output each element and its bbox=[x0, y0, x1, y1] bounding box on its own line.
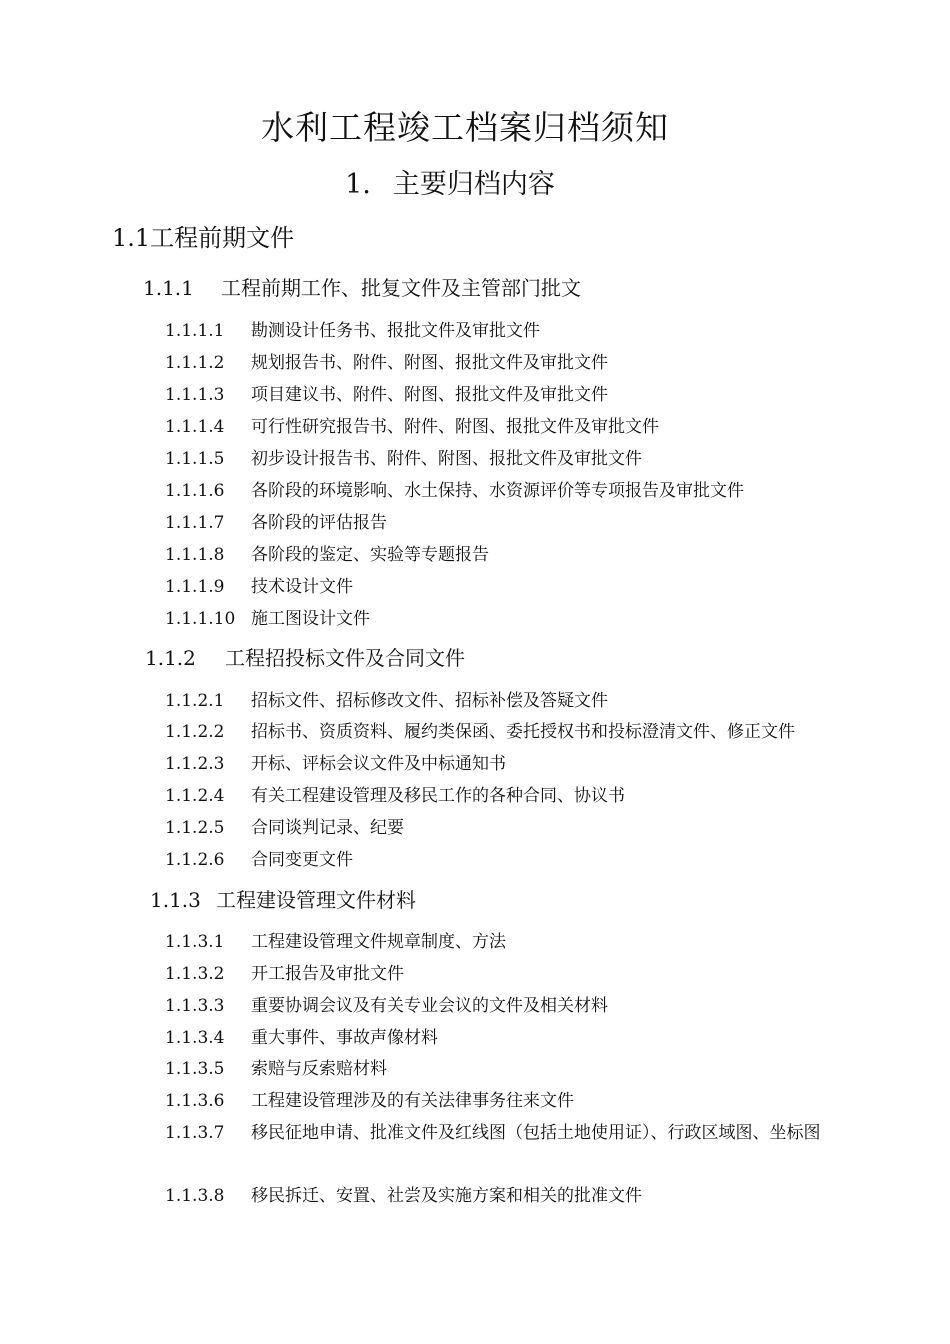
item-text: 工程建设管理涉及的有关法律事务往来文件 bbox=[251, 1091, 574, 1111]
group-title: 工程建设管理文件材料 bbox=[216, 888, 416, 912]
item-number: 1.1.1.5 bbox=[165, 449, 225, 469]
list-item bbox=[165, 416, 659, 438]
list-item bbox=[165, 849, 353, 871]
list-item bbox=[165, 785, 625, 807]
item-text: 技术设计文件 bbox=[251, 577, 353, 597]
document-title: 水利工程竣工档案归档须知 bbox=[261, 108, 669, 147]
item-number: 1.1.3.1 bbox=[165, 932, 225, 952]
subsection-heading bbox=[112, 218, 294, 253]
item-number: 1.1.3.8 bbox=[165, 1186, 225, 1206]
item-number: 1.1.3.2 bbox=[165, 964, 225, 984]
list-item bbox=[165, 1058, 387, 1080]
item-text: 各阶段的鉴定、实验等专题报告 bbox=[251, 545, 489, 565]
item-number: 1.1.2.5 bbox=[165, 818, 225, 838]
item-text: 招标文件、招标修改文件、招标补偿及答疑文件 bbox=[251, 691, 608, 711]
item-text: 开标、评标会议文件及中标通知书 bbox=[251, 754, 506, 774]
item-number: 1.1.1.2 bbox=[165, 353, 225, 373]
list-item bbox=[165, 721, 795, 743]
item-text: 移民征地申请、批准文件及红线图（包括土地使用证）、行政区域图、坐标图 bbox=[251, 1123, 821, 1143]
item-number: 1.1.3.6 bbox=[165, 1091, 225, 1111]
item-number: 1.1.1.8 bbox=[165, 545, 225, 565]
item-number: 1.1.1.7 bbox=[165, 513, 225, 533]
group-heading bbox=[145, 642, 465, 671]
subsection-number: 1.1 bbox=[112, 224, 151, 252]
list-item bbox=[165, 480, 744, 502]
list-item bbox=[165, 608, 370, 630]
section-title: 主要归档内容 bbox=[392, 169, 555, 200]
item-text: 工程建设管理文件规章制度、方法 bbox=[251, 932, 506, 952]
list-item bbox=[165, 320, 540, 342]
item-text: 招标书、资质资料、履约类保函、委托授权书和投标澄清文件、修正文件 bbox=[251, 722, 795, 742]
list-item bbox=[165, 995, 608, 1017]
item-text: 合同谈判记录、纪要 bbox=[251, 818, 404, 838]
group-title: 工程前期工作、批复文件及主管部门批文 bbox=[221, 276, 581, 300]
item-number: 1.1.2.2 bbox=[165, 722, 225, 742]
item-number: 1.1.1.6 bbox=[165, 481, 225, 501]
section-heading bbox=[0, 162, 900, 201]
item-number: 1.1.1.4 bbox=[165, 417, 225, 437]
item-text: 勘测设计任务书、报批文件及审批文件 bbox=[251, 321, 540, 341]
group-heading bbox=[143, 272, 581, 301]
item-number: 1.1.1.9 bbox=[165, 577, 225, 597]
group-number: 1.1.1 bbox=[143, 276, 194, 300]
group-heading bbox=[150, 884, 416, 913]
list-item bbox=[165, 817, 404, 839]
item-text: 有关工程建设管理及移民工作的各种合同、协议书 bbox=[251, 786, 625, 806]
item-text: 各阶段的评估报告 bbox=[251, 513, 387, 533]
list-item bbox=[165, 1185, 642, 1207]
item-text: 重大事件、事故声像材料 bbox=[251, 1028, 438, 1048]
item-number: 1.1.3.3 bbox=[165, 996, 225, 1016]
item-number: 1.1.2.1 bbox=[165, 691, 225, 711]
item-number: 1.1.3.4 bbox=[165, 1028, 225, 1048]
item-number: 1.1.1.3 bbox=[165, 385, 225, 405]
list-item bbox=[165, 1090, 574, 1112]
item-text: 初步设计报告书、附件、附图、报批文件及审批文件 bbox=[251, 449, 642, 469]
item-number: 1.1.3.7 bbox=[165, 1123, 225, 1143]
item-text: 项目建议书、附件、附图、报批文件及审批文件 bbox=[251, 385, 608, 405]
group-number: 1.1.2 bbox=[145, 646, 196, 670]
group-title: 工程招投标文件及合同文件 bbox=[225, 646, 465, 670]
item-number: 1.1.1.10 bbox=[165, 609, 236, 629]
item-text: 移民拆迁、安置、社尝及实施方案和相关的批准文件 bbox=[251, 1186, 642, 1206]
item-number: 1.1.2.6 bbox=[165, 850, 225, 870]
list-item bbox=[165, 690, 608, 712]
item-text: 索赔与反索赔材料 bbox=[251, 1059, 387, 1079]
list-item bbox=[165, 512, 387, 534]
item-text: 重要协调会议及有关专业会议的文件及相关材料 bbox=[251, 996, 608, 1016]
item-text: 可行性研究报告书、附件、附图、报批文件及审批文件 bbox=[251, 417, 659, 437]
list-item bbox=[165, 963, 404, 985]
list-item bbox=[165, 384, 608, 406]
list-item bbox=[165, 931, 506, 953]
list-item bbox=[165, 1027, 438, 1049]
list-item bbox=[145, 1118, 890, 1149]
item-text: 开工报告及审批文件 bbox=[251, 964, 404, 984]
subsection-title: 工程前期文件 bbox=[150, 224, 295, 252]
item-number: 1.1.3.5 bbox=[165, 1059, 225, 1079]
list-item bbox=[165, 448, 642, 470]
group-number: 1.1.3 bbox=[150, 888, 201, 912]
item-text: 施工图设计文件 bbox=[251, 609, 370, 629]
item-text: 规划报告书、附件、附图、报批文件及审批文件 bbox=[251, 353, 608, 373]
item-text: 合同变更文件 bbox=[251, 850, 353, 870]
item-text: 各阶段的环境影响、水土保持、水资源评价等专项报告及审批文件 bbox=[251, 481, 744, 501]
section-number: 1. bbox=[345, 169, 371, 200]
list-item bbox=[165, 753, 506, 775]
list-item bbox=[165, 544, 489, 566]
list-item bbox=[165, 576, 353, 598]
item-number: 1.1.2.3 bbox=[165, 754, 225, 774]
item-number: 1.1.2.4 bbox=[165, 786, 225, 806]
item-number: 1.1.1.1 bbox=[165, 321, 225, 341]
list-item bbox=[165, 352, 608, 374]
